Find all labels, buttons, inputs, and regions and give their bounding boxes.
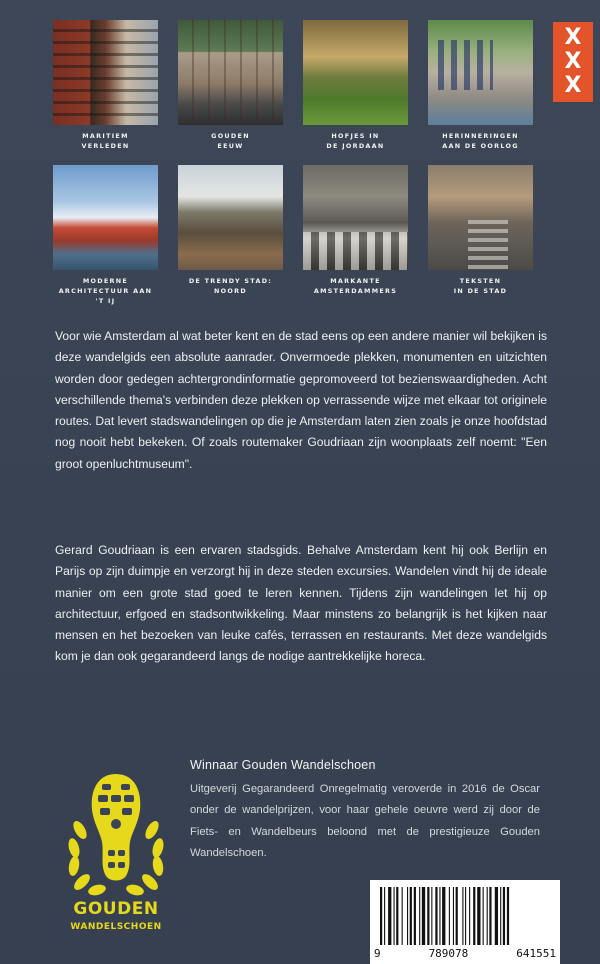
theme-tile bbox=[303, 165, 408, 302]
theme-caption: DE TRENDY STAD: NOORD bbox=[188, 277, 273, 295]
theme-photo-grid bbox=[53, 20, 533, 305]
barcode-bar bbox=[402, 887, 403, 945]
barcode-bar bbox=[394, 887, 395, 945]
barcode-bar bbox=[503, 887, 505, 945]
barcode-bar bbox=[422, 887, 425, 945]
barcode-bar bbox=[495, 887, 498, 945]
author-paragraph: Gerard Goudriaan is een ervaren stadsgids. Behalve Amsterdam kent hij ook Berlijn en Parijs op zijn duimpje en verzorgt hij in deze steden excursies. Wandelen vindt hij de ideale manier om een grote stad goed te leren kennen. Tijdens zijn wandelingen let hij op architectuur, erfgoed en stadsontwikkeling. Maar minstens zo belangrijk is het kijken naar mensen en het bezoeken van leuke cafés, terrassen en restaurants. Met deze wandelgids kom je dan ook gegarandeerd langs de nodige aantrekkelijke horeca. bbox=[55, 543, 547, 664]
barcode-bar bbox=[439, 887, 440, 945]
theme-caption: HOFJES IN DE JORDAAN bbox=[326, 132, 385, 150]
theme-caption: TEKSTEN IN DE STAD bbox=[453, 277, 508, 295]
logo-letter-x: X bbox=[564, 73, 582, 98]
theme-tile bbox=[53, 165, 158, 305]
barcode-bar bbox=[435, 887, 437, 945]
barcode-bar bbox=[449, 887, 450, 945]
barcode-bar bbox=[477, 887, 480, 945]
theme-photo bbox=[428, 20, 533, 125]
publisher-logo-xxx bbox=[553, 22, 593, 102]
shoe-sole-laurel-icon bbox=[62, 768, 170, 898]
emblem-title: GOUDEN bbox=[73, 899, 159, 919]
barcode-bar bbox=[414, 887, 416, 945]
theme-photo bbox=[178, 20, 283, 125]
barcode-digits bbox=[374, 947, 556, 960]
barcode-bar bbox=[431, 887, 432, 945]
barcode-bar bbox=[410, 887, 412, 945]
theme-tile bbox=[428, 165, 533, 302]
barcode-bar bbox=[407, 887, 408, 945]
award-text: Uitgeverij Gegarandeerd Onregelmatig veroverde in 2016 de Oscar onder de wandelprijzen, voor haar gehele oeuvre werd zij door de Fiets- en Wandelbeurs beloond met de prestigieuze Gouden Wandelschoen. bbox=[190, 783, 540, 859]
theme-tile bbox=[53, 20, 158, 157]
theme-tile bbox=[178, 165, 283, 302]
barcode-digits-right: 641551 bbox=[516, 947, 556, 960]
theme-tile bbox=[178, 20, 283, 157]
barcode-bar bbox=[384, 887, 385, 945]
barcode-bar bbox=[442, 887, 445, 945]
isbn-barcode bbox=[370, 880, 560, 964]
logo-letter-x: X bbox=[564, 25, 582, 50]
theme-caption: MARITIEM VERLEDEN bbox=[81, 132, 130, 150]
barcode-digits-left: 789078 bbox=[428, 947, 469, 960]
theme-caption: MODERNE ARCHITECTUUR AAN 'T IJ bbox=[58, 277, 153, 305]
barcode-digit-first: 9 bbox=[374, 947, 381, 960]
barcode-bar bbox=[462, 887, 463, 945]
theme-photo bbox=[303, 20, 408, 125]
theme-photo bbox=[428, 165, 533, 270]
barcode-bar bbox=[473, 887, 475, 945]
barcode-bar bbox=[453, 887, 454, 945]
theme-caption: HERINNERINGEN AAN DE OORLOG bbox=[442, 132, 519, 150]
theme-caption: GOUDEN EEUW bbox=[211, 132, 250, 150]
barcode-bar bbox=[500, 887, 501, 945]
barcode-bar bbox=[380, 887, 382, 945]
barcode-bar bbox=[489, 887, 491, 945]
barcode-bar bbox=[427, 887, 429, 945]
barcode-bar bbox=[396, 887, 398, 945]
barcode-bar bbox=[419, 887, 420, 945]
emblem-subtitle: WANDELSCHOEN bbox=[70, 922, 162, 932]
theme-photo bbox=[53, 165, 158, 270]
barcode-bar bbox=[456, 887, 458, 945]
barcode-bar bbox=[487, 887, 488, 945]
barcode-bar bbox=[469, 887, 470, 945]
barcode-bar bbox=[507, 887, 509, 945]
barcode-bar bbox=[483, 887, 484, 945]
theme-tile bbox=[428, 20, 533, 157]
theme-photo bbox=[53, 20, 158, 125]
logo-letter-x: X bbox=[564, 49, 582, 74]
award-title: Winnaar Gouden Wandelschoen bbox=[190, 758, 376, 772]
description-paragraph: Voor wie Amsterdam al wat beter kent en de stad eens op een andere manier wil bekijken is deze wandelgids een absolute aanrader. Onvermoede plekken, monumenten en uitzichten worden door gedegen achtergrondinformatie gepromoveerd tot bezienswaardigheden. Acht verschillende thema's verbinden deze plekken op verrassende wijze met elkaar tot originele routes. Dat levert stadswandelingen op die je Amsterdam laten zien zoals je onze hoofdstad nog nooit hebt bekeken. Of zoals routemaker Goudriaan zijn woonplaats zelf noemt: "Een groot openluchtmuseum". bbox=[55, 329, 547, 471]
barcode-bar bbox=[388, 887, 391, 945]
theme-photo bbox=[178, 165, 283, 270]
barcode-bar bbox=[465, 887, 466, 945]
theme-photo bbox=[303, 165, 408, 270]
barcode-bars bbox=[378, 887, 552, 945]
theme-tile bbox=[303, 20, 408, 157]
theme-caption: MARKANTE AMSTERDAMMERS bbox=[313, 277, 398, 295]
